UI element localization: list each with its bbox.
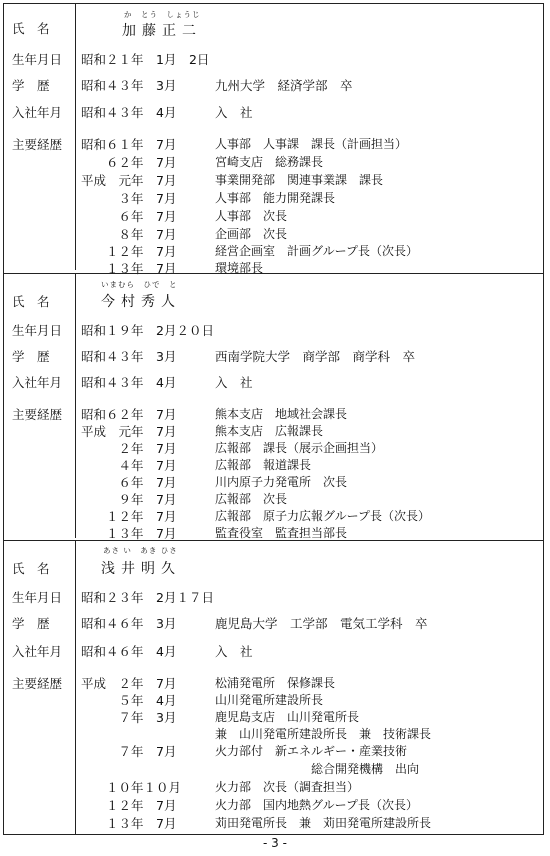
career-desc: 総合開発機構 出向 [215,762,420,776]
name-label: 氏 名 [12,21,50,36]
education-desc: 西南学院大学 商学部 商学科 卒 [215,349,416,364]
person-section-1 [4,4,543,276]
career-date: １３年 7月 [81,261,177,276]
join-date: 昭和４３年 4月 [81,105,177,120]
career-desc: 熊本支店 地域社会課長 [215,407,348,421]
career-date: １２年 7月 [81,509,177,524]
education-date: 昭和４３年 3月 [81,349,177,364]
career-desc: 山川発電所建設所長 [215,693,324,707]
career-desc: 広報部 報道課長 [215,458,312,472]
join-label: 入社年月 [12,644,63,659]
career-date: 昭和６１年 7月 [81,137,177,152]
education-label: 学 歴 [12,78,50,93]
join-label: 入社年月 [12,105,63,120]
career-desc: 兼 山川発電所建設所長 兼 技術課長 [215,727,432,741]
birth-date: 昭和２１年 1月 2日 [81,52,210,67]
name-reading: あさ い あき ひさ [103,546,178,555]
person-section-3 [4,541,543,834]
person-section-2 [4,274,543,541]
career-date: ４年 7月 [81,458,177,473]
career-label: 主要経歴 [12,407,63,422]
person-name: 加藤正二 [122,23,202,39]
education-desc: 鹿児島大学 工学部 電気工学科 卒 [215,616,428,631]
career-date: １３年 7月 [81,816,177,831]
career-date: ６年 7月 [81,209,177,224]
career-date: 昭和６２年 7月 [81,407,177,422]
career-desc: 人事部 人事課 課長（計画担当） [215,137,408,151]
career-date: ３年 7月 [81,191,177,206]
education-label: 学 歴 [12,616,50,631]
name-reading: か とう しょうじ [124,10,201,19]
career-desc: 環境部長 [215,261,264,275]
career-desc: 火力部 国内地熱グループ長（次長） [215,798,419,812]
name-label: 氏 名 [12,561,50,576]
name-reading: いまむら ひで と [101,280,178,289]
career-date: ８年 7月 [81,227,177,242]
birth-date: 昭和１９年 2月２０日 [81,323,214,338]
career-desc: 松浦発電所 保修課長 [215,676,336,690]
column-divider [75,4,76,270]
career-desc: 監査役室 監査担当部長 [215,526,348,540]
career-date: １２年 7月 [81,244,177,259]
career-desc: 広報部 次長 [215,492,288,506]
career-date: １２年 7月 [81,798,177,813]
career-desc: 広報部 課長（展示企画担当） [215,441,384,455]
person-name: 今村秀人 [101,294,181,310]
join-date: 昭和４３年 4月 [81,375,177,390]
career-date: ７年 3月 [81,710,177,725]
join-desc: 入 社 [215,105,253,120]
career-date: ５年 4月 [81,693,177,708]
career-desc: 鹿児島支店 山川発電所長 [215,710,360,724]
education-date: 昭和４３年 3月 [81,78,177,93]
career-desc: 広報部 原子力広報グループ長（次長） [215,509,431,523]
education-date: 昭和４６年 3月 [81,616,177,631]
career-date: ２年 7月 [81,441,177,456]
birth-label: 生年月日 [12,52,63,67]
career-desc: 川内原子力発電所 次長 [215,475,348,489]
join-date: 昭和４６年 4月 [81,644,177,659]
career-date: ９年 7月 [81,492,177,507]
join-desc: 入 社 [215,375,253,390]
join-desc: 入 社 [215,644,253,659]
column-divider [75,541,76,834]
name-label: 氏 名 [12,294,50,309]
person-name: 浅井明久 [101,561,181,577]
birth-label: 生年月日 [12,323,63,338]
education-desc: 九州大学 経済学部 卒 [215,78,353,93]
career-date: ７年 7月 [81,744,177,759]
career-date: 平成 元年 7月 [81,173,177,188]
career-desc: 火力部 次長（調査担当） [215,780,360,794]
career-date: １０年１０月 [81,780,182,795]
career-desc: 人事部 次長 [215,209,288,223]
career-desc: 火力部付 新エネルギー・産業技術 [215,744,408,758]
join-label: 入社年月 [12,375,63,390]
career-desc: 企画部 次長 [215,227,288,241]
career-desc: 宮崎支店 総務課長 [215,155,324,169]
birth-date: 昭和２３年 2月１７日 [81,590,214,605]
career-date: 平成 元年 7月 [81,424,177,439]
education-label: 学 歴 [12,349,50,364]
career-desc: 経営企画室 計画グループ長（次長） [215,244,419,258]
career-desc: 苅田発電所長 兼 苅田発電所建設所長 [215,816,432,830]
birth-label: 生年月日 [12,590,63,605]
personnel-table [3,3,544,835]
column-divider [75,274,76,538]
page-number: - 3 - [263,836,287,850]
career-date: 平成 ２年 7月 [81,676,177,691]
career-desc: 熊本支店 広報課長 [215,424,324,438]
career-date: １３年 7月 [81,526,177,541]
career-date: ６２年 7月 [81,155,177,170]
career-desc: 人事部 能力開発課長 [215,191,336,205]
career-label: 主要経歴 [12,137,63,152]
career-label: 主要経歴 [12,676,63,691]
career-desc: 事業開発部 関連事業課 課長 [215,173,384,187]
career-date: ６年 7月 [81,475,177,490]
